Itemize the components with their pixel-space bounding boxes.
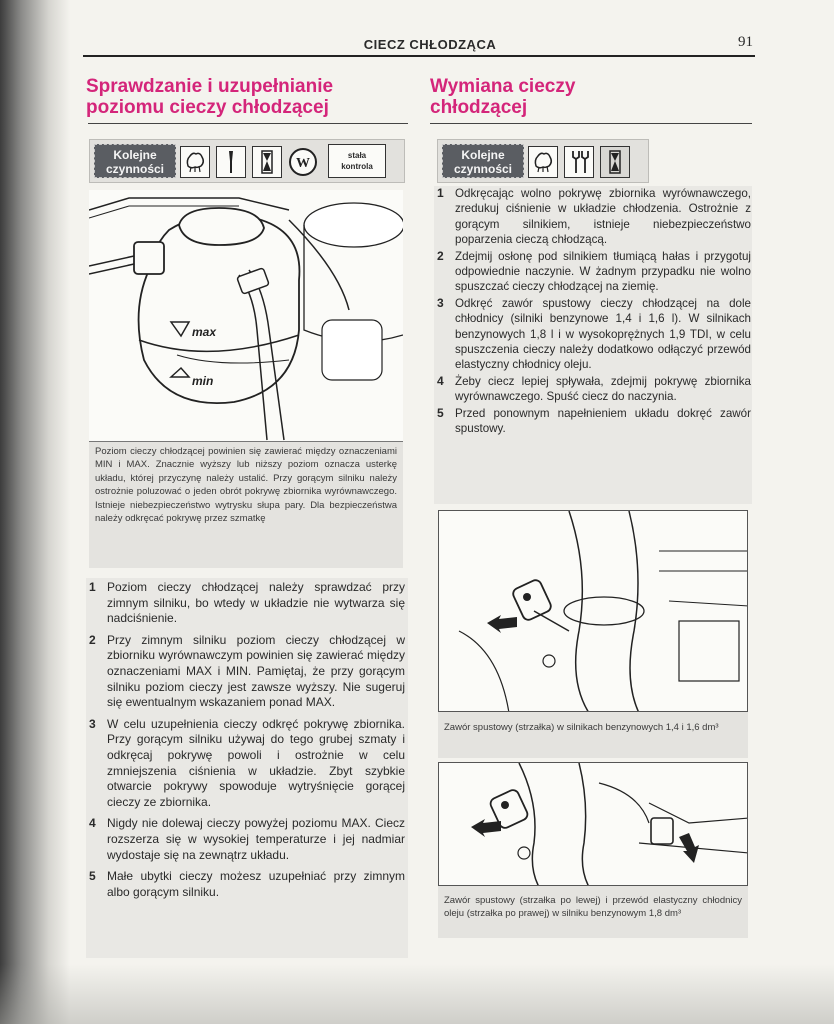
right-section-title [430,76,740,118]
workshop-icon [288,146,318,178]
list-item: 4 Nigdy nie dolewaj cieczy powyżej poziomu MAX. Ciecz rozszerza się w wysokiej temperaturze i jej nadmiar wydostaje się na zewnątrz układu. [89,816,405,862]
list-item: 5 Przed ponownym napełnieniem układu dokręć zawór spustowy. [437,405,751,436]
list-item: 1 Poziom cieczy chłodzącej należy sprawdzać przy zimnym silniku, bo wtedy w układzie nie wytwarza się nadciśnienie. [89,580,405,626]
running-header: CIECZ CHŁODZĄCA [363,37,497,52]
drain-valve-caption: Zawór spustowy (strzałka) w silnikach benzynowych 1,4 i 1,6 dm³ [438,712,748,758]
left-title-line2: poziomu cieczy chłodzącej [86,97,329,118]
coolant-reservoir-illustration [89,190,403,442]
right-title-line2: chłodzącej [430,97,528,118]
drain-valve-hose-caption: Zawór spustowy (strzałka po lewej) i przewód elastyczny chłodnicy oleju (strzałka po prawej) w silniku benzynowym 1,8 dm³ [438,886,748,938]
right-title-line1: Wymiana cieczy [430,76,576,97]
left-title-line1: Sprawdzanie i uzupełnianie [86,76,334,97]
left-step-list [89,580,405,906]
hourglass-icon [600,146,630,178]
drain-valve-and-hose-illustration [438,762,748,886]
spanner-icon [564,146,594,178]
left-section-title [86,76,406,118]
list-item: 2 Zdejmij osłonę pod silnikiem tłumiącą hałas i przygotuj odpowiednie naczynie. W żadnym przypadku nie wolno spuszczać cieczy chłodzącej na ziemię. [437,248,751,294]
right-steps-bar [437,139,649,183]
page-number: 91 [738,34,753,50]
hourglass-icon [252,146,282,178]
control-frequency-label: stała kontrola [328,144,386,178]
list-item: 1 Odkręcając wolno pokrywę zbiornika wyrównawczego, zredukuj ciśnienie w układzie chłodzenia. Ostrożnie z gorącym silnikiem, istnieje niebezpieczeństwo poparzenia cieczą chłodzącą. [437,186,751,247]
drain-valve-illustration [438,510,748,712]
svg-text:W: W [296,156,310,171]
right-step-list [437,186,751,438]
cloth-icon [528,146,558,178]
min-mark-label: min [192,374,214,388]
cloth-icon [180,146,210,178]
left-title-rule [88,123,408,124]
list-item: 4 Żeby ciecz lepiej spływała, zdejmij pokrywę zbiornika wyrównawczego. Spuść ciecz do naczynia. [437,373,751,404]
list-item: 2 Przy zimnym silniku poziom cieczy chłodzącej w zbiorniku wyrównawczym powinien się zawierać między oznaczeniami MAX i MIN. Pamiętaj, że przy gorącym silniku poziom cieczy jest zawsze wyższy. Nie sugeruj się ewentualnym wskazaniem ponad MAX. [89,632,405,710]
steps-label: Kolejne czynności [94,144,176,178]
reservoir-caption: Poziom cieczy chłodzącej powinien się zawierać między oznaczeniami MIN i MAX. Znacznie wyższy lub niższy poziom oznacza usterkę układu, której przyczynę należy ustalić. Przy gorącym silniku należy ostrożnie poluzować o jeden obrót pokrywę zbiornika wyrównawczego. Istnieje niebezpieczeństwo wytrysku słupa pary. Dla bezpieczeństwa należy odkręcać pokrywę przez szmatkę [89,442,403,568]
list-item: 5 Małe ubytki cieczy możesz uzupełniać przy zimnym albo gorącym silniku. [89,869,405,899]
list-item: 3 W celu uzupełnienia cieczy odkręć pokrywę zbiornika. Przy gorącym silniku używaj do tego grubej szmaty i odkręcaj pokrywę powoli i ostrożnie w celu zmniejszenia ciśnienia w układzie. Zbyt szybkie otwarcie pokrywy spowoduje wytryśnięcie gorącej cieczy ze zbiornika. [89,716,405,809]
steps-label: Kolejne czynności [442,144,524,178]
left-steps-bar [89,139,405,183]
screwdriver-icon [216,146,246,178]
right-title-rule [430,123,752,124]
list-item: 3 Odkręć zawór spustowy cieczy chłodzącej na dole chłodnicy (silniki benzynowe 1,4 i 1,6 l). W silnikach benzynowych 1,8 l i w wysokoprężnych 1,9 TDI, w celu spuszczenia cieczy należy dodatkowo odłączyć przewód elastyczny chłodnicy oleju. [437,295,751,372]
header-rule [83,55,755,57]
max-mark-label: max [192,325,217,339]
bottom-page-shadow [0,964,834,1024]
page-binding-shadow [0,0,70,1024]
